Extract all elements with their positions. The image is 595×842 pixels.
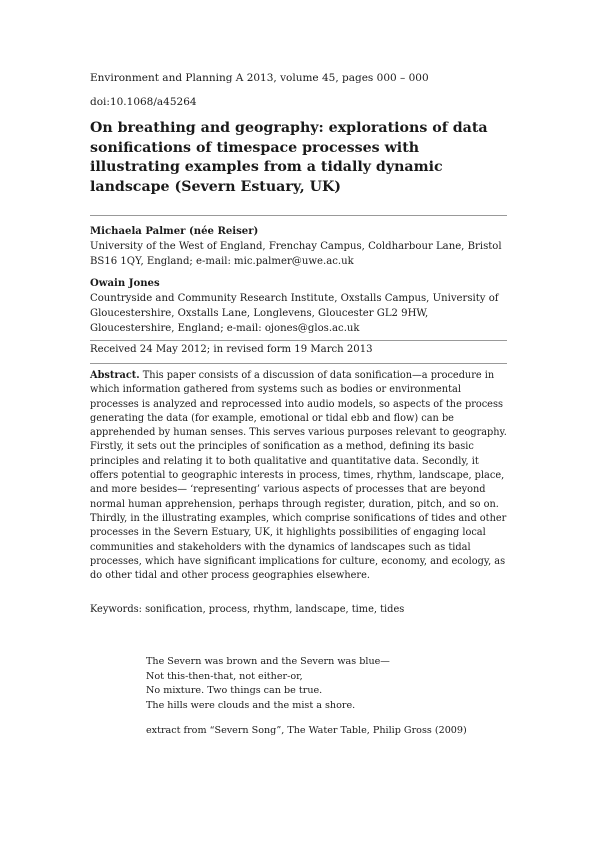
epigraph-line: No mixture. Two things can be true. [146, 685, 323, 696]
received-dates: Received 24 May 2012; in revised form 19 March 2013 [90, 344, 373, 355]
epigraph-line: The Severn was brown and the Severn was blue— [146, 656, 390, 667]
abstract-label: Abstract. [90, 370, 140, 381]
abstract [90, 369, 507, 583]
author-affiliation: Countryside and Community Research Institute, Oxstalls Campus, University of Gloucestershire, Oxstalls Lane, Longlevens, Gloucester GL2 9HW, Gloucestershire, England; e-mail: ojones@glos.ac.uk [90, 293, 499, 334]
author-block [90, 276, 507, 336]
author-name: Michaela Palmer (née Reiser) [90, 226, 259, 237]
paper-title: On breathing and geography: explorations of data sonifications of timespace processes with illustrating examples from a tidally dynamic landscape (Severn Estuary, UK) [90, 120, 488, 195]
author-block [90, 224, 507, 269]
divider [90, 363, 507, 364]
doi: doi:10.1068/a45264 [90, 96, 197, 108]
epigraph-line: Not this-then-that, not either-or, [146, 670, 303, 682]
epigraph-line: The hills were clouds and the mist a shore. [146, 699, 356, 711]
divider [90, 215, 507, 216]
author-affiliation: University of the West of England, Frenchay Campus, Coldharbour Lane, Bristol BS16 1QY, England; e-mail: mic.palmer@uwe.ac.uk [90, 241, 502, 267]
epigraph-citation: extract from “Severn Song”, The Water Table, Philip Gross (2009) [146, 725, 467, 736]
divider [90, 340, 507, 341]
abstract-text: This paper consists of a discussion of data sonification—a procedure in which information gathered from systems such as bodies or environmental processes is analyzed and reprocessed into audio models, so aspects of the process generating the data (for example, emotional or tidal ebb and flow) can be apprehended by human senses. This serves various purposes relevant to geography. Firstly, it sets out the principles of sonification as a method, defining its basic principles and relating it to both qualitative and quantitative data. Secondly, it offers potential to geographic interests in process, times, rhythm, landscape, place, and more besides— ‘representing’ various aspects of processes that are beyond normal human apprehension, perhaps through register, duration, pitch, and so on. Thirdly, in the illustrating examples, which comprise sonifications of tides and other processes in the Severn Estuary, UK, it highlights possibilities of engaging local communities and stakeholders with the dynamics of landscapes such as tidal processes, which have significant implications for culture, economy, and ecology, as do other tidal and other process geographies elsewhere. [90, 370, 507, 582]
keywords: Keywords: sonification, process, rhythm, landscape, time, tides [90, 604, 405, 615]
author-name: Owain Jones [90, 278, 160, 289]
epigraph [146, 655, 390, 713]
journal-citation: Environment and Planning A 2013, volume 45, pages 000 – 000 [90, 72, 429, 84]
